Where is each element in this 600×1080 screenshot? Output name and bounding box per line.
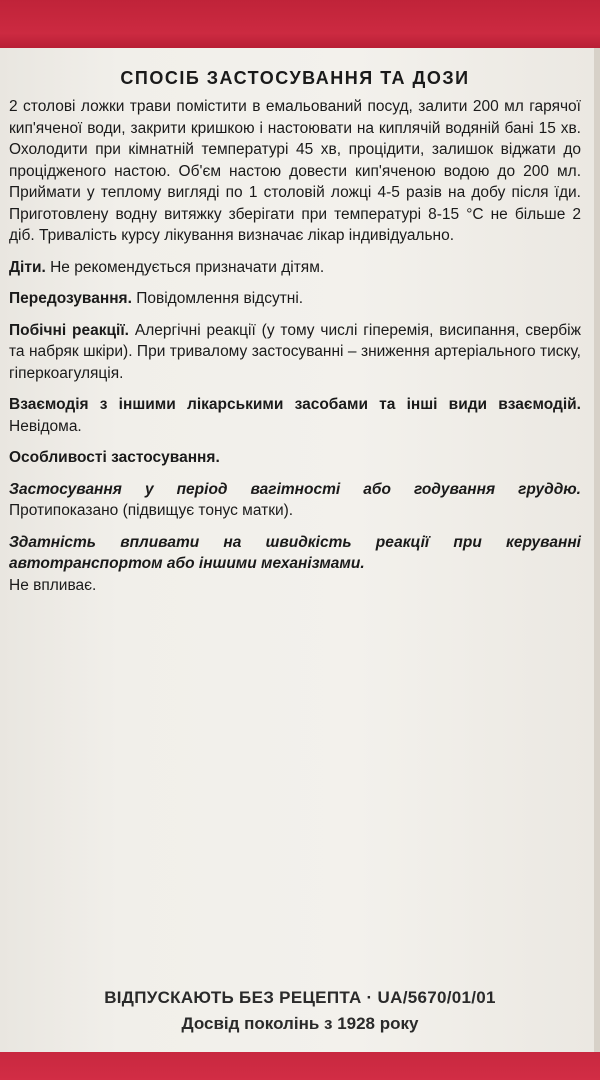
children-label: Діти. [9, 258, 46, 276]
interactions-paragraph [9, 394, 581, 437]
dosage-paragraph: 2 столові ложки трави помістити в емальований посуд, залити 200 мл гарячої кип'яченої води, закрити кришкою і настоювати на киплячій водяній бані 15 хв. Охолодити при кімнатній температурі 45 хв, процідити, залишок віджати до процідженого настою. Об'єм настою довести кип'яченою водою до 200 мл. Приймати у теплому вигляді по 1 столовій ложці 4-5 разів на добу після їди. Приготовлену водну витяжку зберігати при температурі 8-15 °С не більше 2 діб. Тривалість курсу лікування визначає лікар індивідуально. [9, 98, 581, 244]
pregnancy-text: Протипоказано (підвищує тонус матки). [9, 502, 294, 519]
red-top-band [0, 0, 600, 48]
overdose-label: Передозування. [9, 290, 132, 307]
side-effects-paragraph [9, 320, 581, 385]
pregnancy-label: Застосування у період вагітності або годування груддю. [9, 480, 581, 498]
section-title: СПОСІБ ЗАСТОСУВАННЯ ТА ДОЗИ [120, 68, 470, 88]
prescription-status: ВІДПУСКАЮТЬ БЕЗ РЕЦЕПТА · UA/5670/01/01 [104, 988, 496, 1007]
red-bottom-band [0, 1052, 600, 1080]
driving-text: Не впливає. [9, 576, 97, 594]
children-paragraph [9, 257, 581, 279]
peculiarities-paragraph [9, 447, 581, 469]
side-effects-label: Побічні реакції. [9, 321, 129, 339]
side-effects-text: Алергічні реакції (у тому числі гіперемія, висипання, свербіж та набряк шкіри). При тривалому застосуванні – зниження артеріального тиску, гіперкоагуляція. [9, 321, 581, 382]
tagline: Досвід поколінь з 1928 року [181, 1014, 419, 1033]
interactions-text: Невідома. [9, 417, 82, 435]
peculiarities-label: Особливості застосування. [9, 449, 220, 466]
leaflet-content [9, 66, 581, 606]
interactions-label: Взаємодія з іншими лікарськими засобами та інші види взаємодій. [9, 396, 581, 413]
driving-paragraph [9, 532, 581, 597]
overdose-text: Повідомлення відсутні. [131, 290, 304, 307]
pregnancy-paragraph [9, 479, 581, 522]
children-text: Не рекомендується призначати дітям. [45, 258, 325, 276]
overdose-paragraph [9, 288, 581, 310]
driving-label: Здатність впливати на швидкість реакції при керуванні автотранспортом або іншими механізмами. [9, 533, 581, 572]
